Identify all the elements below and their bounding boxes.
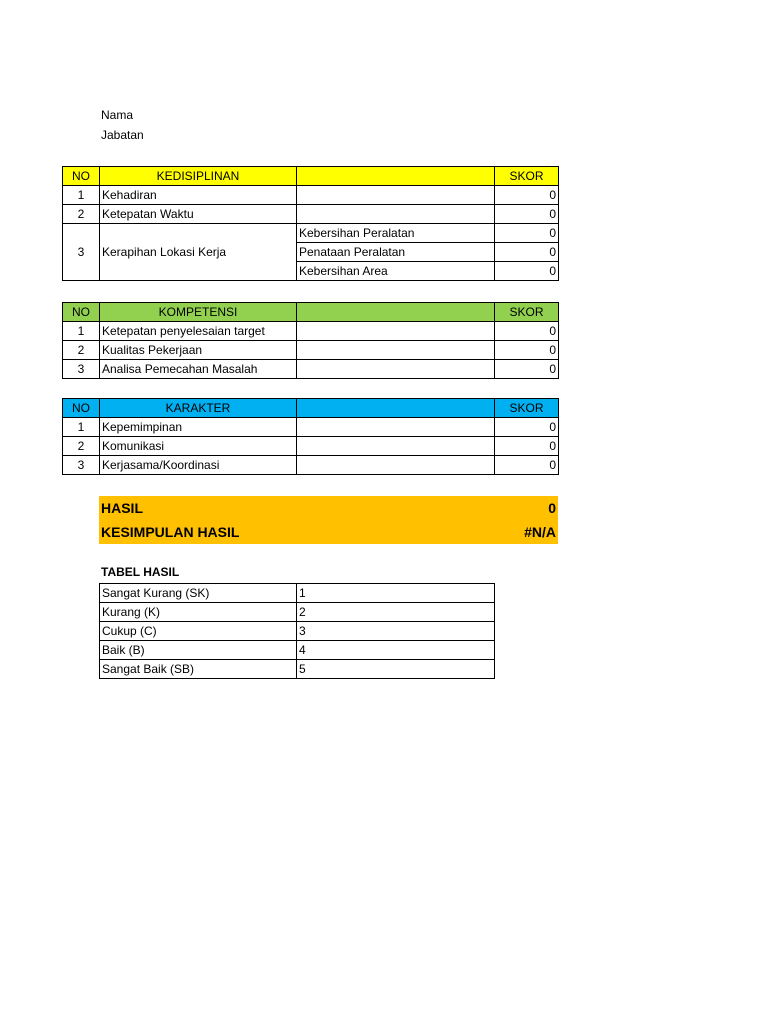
row-item: Kepemimpinan (100, 418, 297, 437)
row-empty (297, 341, 495, 360)
row-empty (297, 322, 495, 341)
row-no: 1 (63, 186, 100, 205)
row-item: Kualitas Pekerjaan (100, 341, 297, 360)
row-no: 3 (63, 360, 100, 379)
result-block (99, 496, 558, 544)
table-row (63, 456, 559, 475)
kesimpulan-value[interactable]: #N/A (524, 524, 556, 540)
jabatan-label: Jabatan (101, 128, 144, 142)
table-row (100, 660, 495, 679)
row-sub (297, 186, 495, 205)
table-row (63, 224, 559, 243)
tabel-hasil-title: TABEL HASIL (101, 565, 180, 579)
row-skor[interactable]: 0 (495, 243, 559, 262)
karakter-table (62, 398, 559, 475)
row-no: 3 (63, 456, 100, 475)
hasil-label: HASIL (101, 500, 143, 516)
table-row (100, 641, 495, 660)
kedisiplinan-header-row (63, 167, 559, 186)
header-empty (297, 303, 495, 322)
row-skor[interactable]: 0 (495, 262, 559, 281)
kompetensi-header-row (63, 303, 559, 322)
row-skor[interactable]: 0 (495, 224, 559, 243)
hasil-label-cell: Kurang (K) (100, 603, 297, 622)
header-title: KEDISIPLINAN (100, 167, 297, 186)
row-skor[interactable]: 0 (495, 418, 559, 437)
row-item: Kerapihan Lokasi Kerja (100, 224, 297, 281)
header-skor: SKOR (495, 167, 559, 186)
row-sub: Penataan Peralatan (297, 243, 495, 262)
row-item: Ketepatan Waktu (100, 205, 297, 224)
table-row (63, 322, 559, 341)
row-empty (297, 437, 495, 456)
row-no: 3 (63, 224, 100, 281)
row-item: Kerjasama/Koordinasi (100, 456, 297, 475)
table-row (63, 360, 559, 379)
hasil-value-cell[interactable]: 2 (297, 603, 495, 622)
header-title: KARAKTER (100, 399, 297, 418)
header-skor: SKOR (495, 303, 559, 322)
row-skor[interactable]: 0 (495, 186, 559, 205)
hasil-row (101, 496, 556, 520)
table-row (63, 341, 559, 360)
row-item: Ketepatan penyelesaian target (100, 322, 297, 341)
row-empty (297, 360, 495, 379)
hasil-value-cell[interactable]: 5 (297, 660, 495, 679)
hasil-label-cell: Cukup (C) (100, 622, 297, 641)
row-empty (297, 456, 495, 475)
row-empty (297, 418, 495, 437)
table-row (100, 584, 495, 603)
row-skor[interactable]: 0 (495, 205, 559, 224)
row-skor[interactable]: 0 (495, 437, 559, 456)
row-sub (297, 205, 495, 224)
hasil-value[interactable]: 0 (548, 500, 556, 516)
tabel-hasil-table (99, 583, 495, 679)
table-row (100, 603, 495, 622)
hasil-label-cell: Sangat Baik (SB) (100, 660, 297, 679)
row-item: Komunikasi (100, 437, 297, 456)
karakter-header-row (63, 399, 559, 418)
kesimpulan-row (101, 520, 556, 544)
row-skor[interactable]: 0 (495, 456, 559, 475)
kedisiplinan-table (62, 166, 559, 281)
table-row (63, 418, 559, 437)
row-no: 2 (63, 341, 100, 360)
row-no: 2 (63, 437, 100, 456)
table-row (63, 437, 559, 456)
header-no: NO (63, 399, 100, 418)
header-empty (297, 167, 495, 186)
kesimpulan-label: KESIMPULAN HASIL (101, 524, 240, 540)
row-sub: Kebersihan Area (297, 262, 495, 281)
row-no: 2 (63, 205, 100, 224)
row-skor[interactable]: 0 (495, 322, 559, 341)
hasil-value-cell[interactable]: 3 (297, 622, 495, 641)
table-row (63, 205, 559, 224)
header-title: KOMPETENSI (100, 303, 297, 322)
row-no: 1 (63, 418, 100, 437)
header-no: NO (63, 303, 100, 322)
kompetensi-table (62, 302, 559, 379)
row-skor[interactable]: 0 (495, 360, 559, 379)
row-sub: Kebersihan Peralatan (297, 224, 495, 243)
hasil-value-cell[interactable]: 4 (297, 641, 495, 660)
table-row (63, 186, 559, 205)
hasil-label-cell: Sangat Kurang (SK) (100, 584, 297, 603)
header-empty (297, 399, 495, 418)
row-item: Analisa Pemecahan Masalah (100, 360, 297, 379)
hasil-value-cell[interactable]: 1 (297, 584, 495, 603)
row-no: 1 (63, 322, 100, 341)
table-row (100, 622, 495, 641)
header-skor: SKOR (495, 399, 559, 418)
header-no: NO (63, 167, 100, 186)
nama-label: Nama (101, 108, 134, 122)
hasil-label-cell: Baik (B) (100, 641, 297, 660)
row-item: Kehadiran (100, 186, 297, 205)
row-skor[interactable]: 0 (495, 341, 559, 360)
